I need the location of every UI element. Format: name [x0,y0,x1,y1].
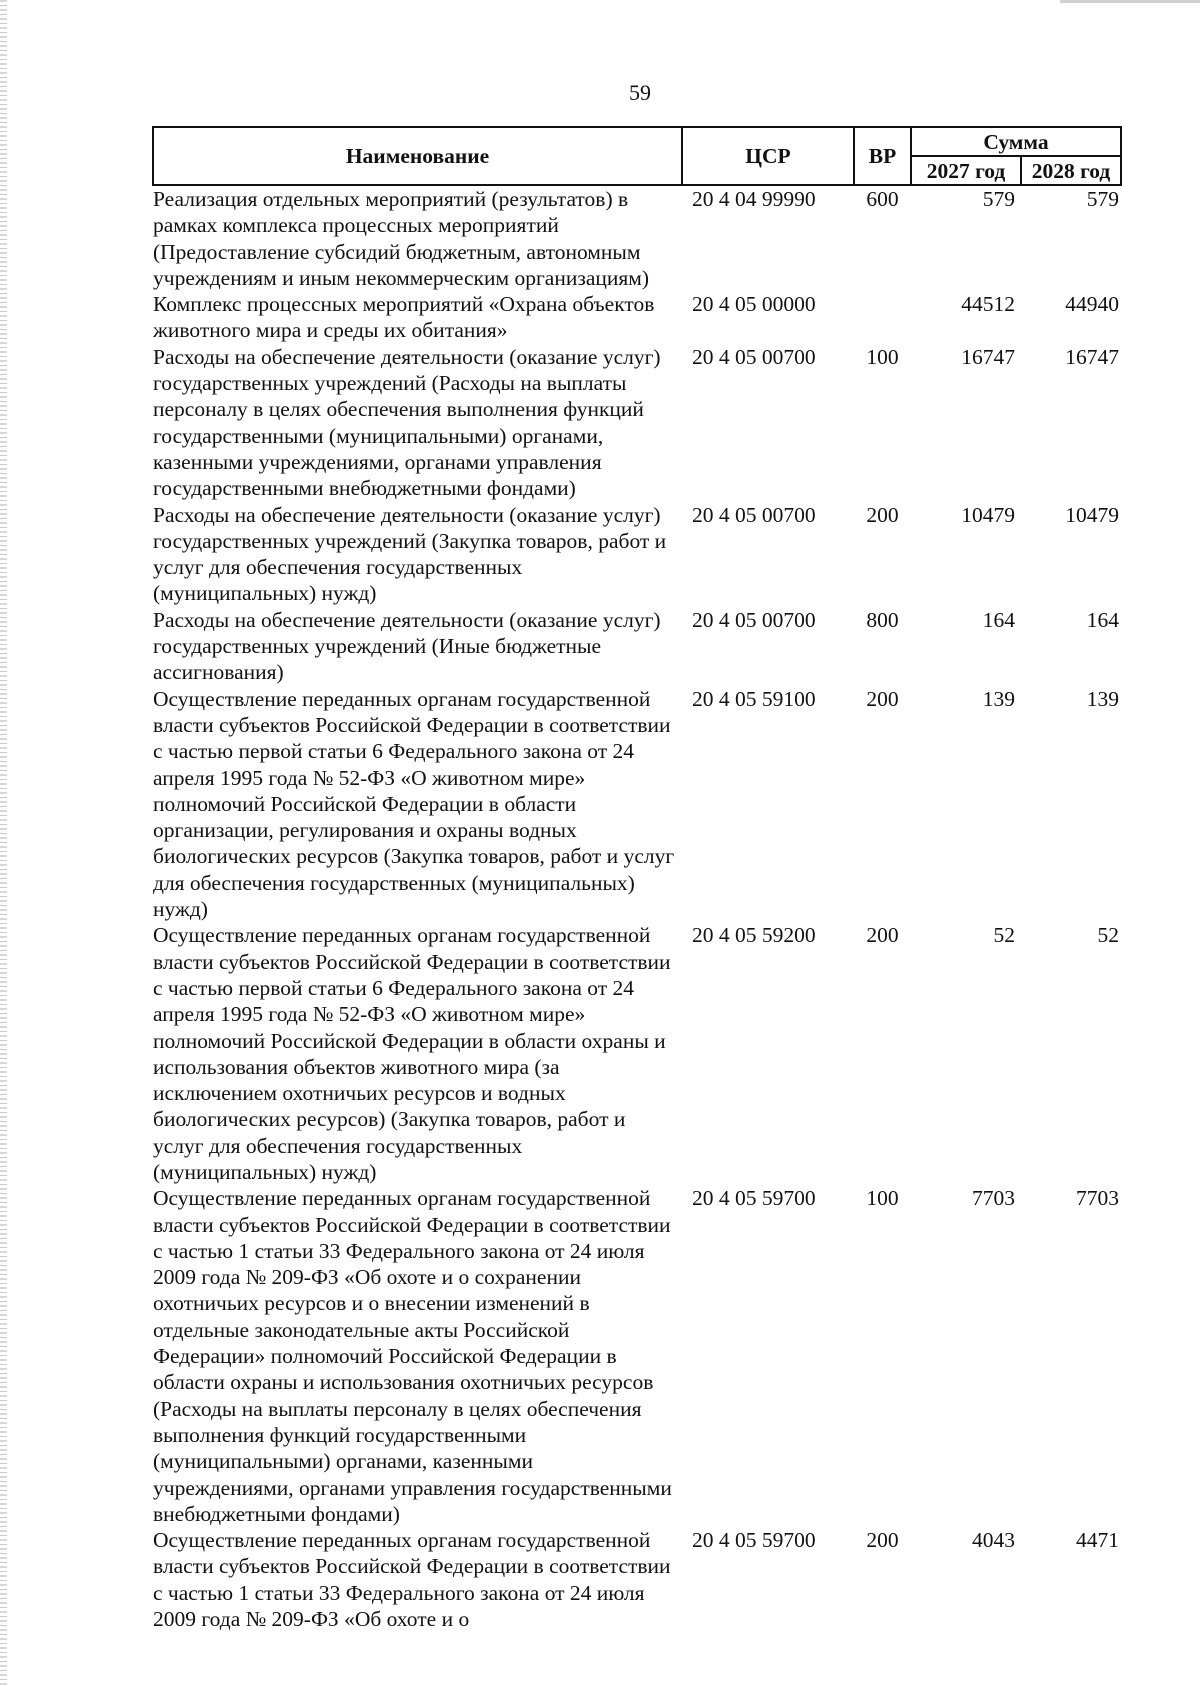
row-name: Расходы на обеспечение деятельности (оказание услуг) государственных учреждений (Иные бюджетные ассигнования) [153,607,661,685]
row-name: Комплекс процессных мероприятий «Охрана объектов животного мира и среды их обитания» [153,292,655,343]
row-amount-2028: 10479 [1065,502,1120,527]
row-amount-2028: 579 [1086,187,1120,211]
table-header [153,127,1121,185]
row-amount-2027: 579 [982,187,1015,211]
header-year-2028: 2028 год [1021,156,1121,185]
table-row [153,291,1121,344]
table-body [153,185,1121,1632]
header-vr: ВР [854,127,911,185]
row-csr: 20 4 05 00000 [692,292,816,317]
row-csr: 20 4 05 00700 [692,607,816,632]
row-csr: 20 4 05 00700 [692,502,816,527]
row-amount-2027: 10479 [961,502,1015,527]
row-name: Осуществление переданных органам государственной власти субъектов Российской Федерации в соответствии с частью 1 статьи 33 Федерального закона от 24 июля 2009 года № 209-ФЗ «Об охоте и о сохранении охотничьих ресурсов и о внесении изменений в отдельные законодательные акты Российской Федерации» полномочий Российской Федерации в области охраны и использования охотничьих ресурсов (Расходы на выплаты персоналу в целях обеспечения выполнения функций государственными (муниципальными) органами, казенными учреждениями, органами управления государственными внебюджетными фондами) [153,1186,672,1526]
header-name: Наименование [153,127,682,185]
table-row [153,1527,1121,1632]
row-amount-2028: 52 [1097,923,1120,948]
row-name: Осуществление переданных органам государственной власти субъектов Российской Федерации в соответствии с частью 1 статьи 33 Федерального закона от 24 июля 2009 года № 209-ФЗ «Об охоте и о [153,1528,671,1632]
row-name: Расходы на обеспечение деятельности (оказание услуг) государственных учреждений (Расходы на выплаты персоналу в целях обеспечения выполнения функций государственными (муниципальными) органами, казенными учреждениями, органами управления государственными внебюджетными фондами) [153,344,661,501]
row-amount-2027: 4043 [972,1528,1015,1553]
row-amount-2027: 139 [982,686,1015,711]
table-row [153,922,1121,1185]
row-vr: 800 [866,607,899,632]
table-row [153,607,1121,686]
row-name: Реализация отдельных мероприятий (результатов) в рамках комплекса процессных мероприятий (Предоставление субсидий бюджетным, автономным учреждениям и иным некоммерческим организациям) [153,187,650,290]
page-number: 59 [629,80,651,105]
row-vr: 200 [866,1528,899,1553]
row-vr [854,291,911,344]
row-name: Осуществление переданных органам государственной власти субъектов Российской Федерации в соответствии с частью первой статьи 6 Федерального закона от 24 апреля 1995 года № 52-ФЗ «О животном мире» полномочий Российской Федерации в области охраны и использования объектов животного мира (за исключением охотничьих ресурсов и водных биологических ресурсов) (Закупка товаров, работ и услуг для обеспечения государственных (муниципальных) нужд) [153,923,671,1184]
row-csr: 20 4 04 99990 [692,187,816,211]
row-vr: 200 [866,502,899,527]
row-amount-2027: 44512 [961,292,1015,317]
row-vr: 100 [866,344,899,369]
row-amount-2027: 16747 [961,344,1015,369]
header-sum: Сумма [911,127,1121,156]
row-csr: 20 4 05 00700 [692,344,816,369]
row-vr: 600 [866,187,899,211]
row-amount-2028: 139 [1086,686,1120,711]
table-row [153,1185,1121,1527]
row-name: Расходы на обеспечение деятельности (оказание услуг) государственных учреждений (Закупка товаров, работ и услуг для обеспечения государственных (муниципальных) нужд) [153,502,667,606]
row-amount-2027: 164 [982,607,1015,632]
row-amount-2027: 52 [993,923,1015,948]
header-csr: ЦСР [682,127,854,185]
table-row [153,344,1121,502]
scan-edge [0,0,7,1686]
row-name: Осуществление переданных органам государственной власти субъектов Российской Федерации в соответствии с частью первой статьи 6 Федерального закона от 24 апреля 1995 года № 52-ФЗ «О животном мире» полномочий Российской Федерации в области организации, регулирования и охраны водных биологических ресурсов (Закупка товаров, работ и услуг для обеспечения государственных (муниципальных) нужд) [153,686,675,922]
row-csr: 20 4 05 59700 [692,1186,816,1211]
row-vr: 100 [866,1186,899,1211]
scan-top-mark [1060,0,1200,3]
row-amount-2028: 44940 [1065,292,1120,317]
row-csr: 20 4 05 59200 [692,923,816,948]
row-vr: 200 [866,686,899,711]
row-csr: 20 4 05 59700 [692,1528,816,1553]
row-csr: 20 4 05 59100 [692,686,816,711]
row-amount-2028: 16747 [1065,344,1120,369]
row-amount-2027: 7703 [972,1186,1015,1211]
row-amount-2028: 4471 [1076,1528,1120,1553]
row-amount-2028: 7703 [1076,1186,1120,1211]
header-year-2027: 2027 год [911,156,1021,185]
budget-table [152,126,1122,1632]
row-vr: 200 [866,923,899,948]
table-row [153,185,1121,291]
table-row [153,502,1121,607]
row-amount-2028: 164 [1086,607,1120,632]
table-row [153,686,1121,923]
